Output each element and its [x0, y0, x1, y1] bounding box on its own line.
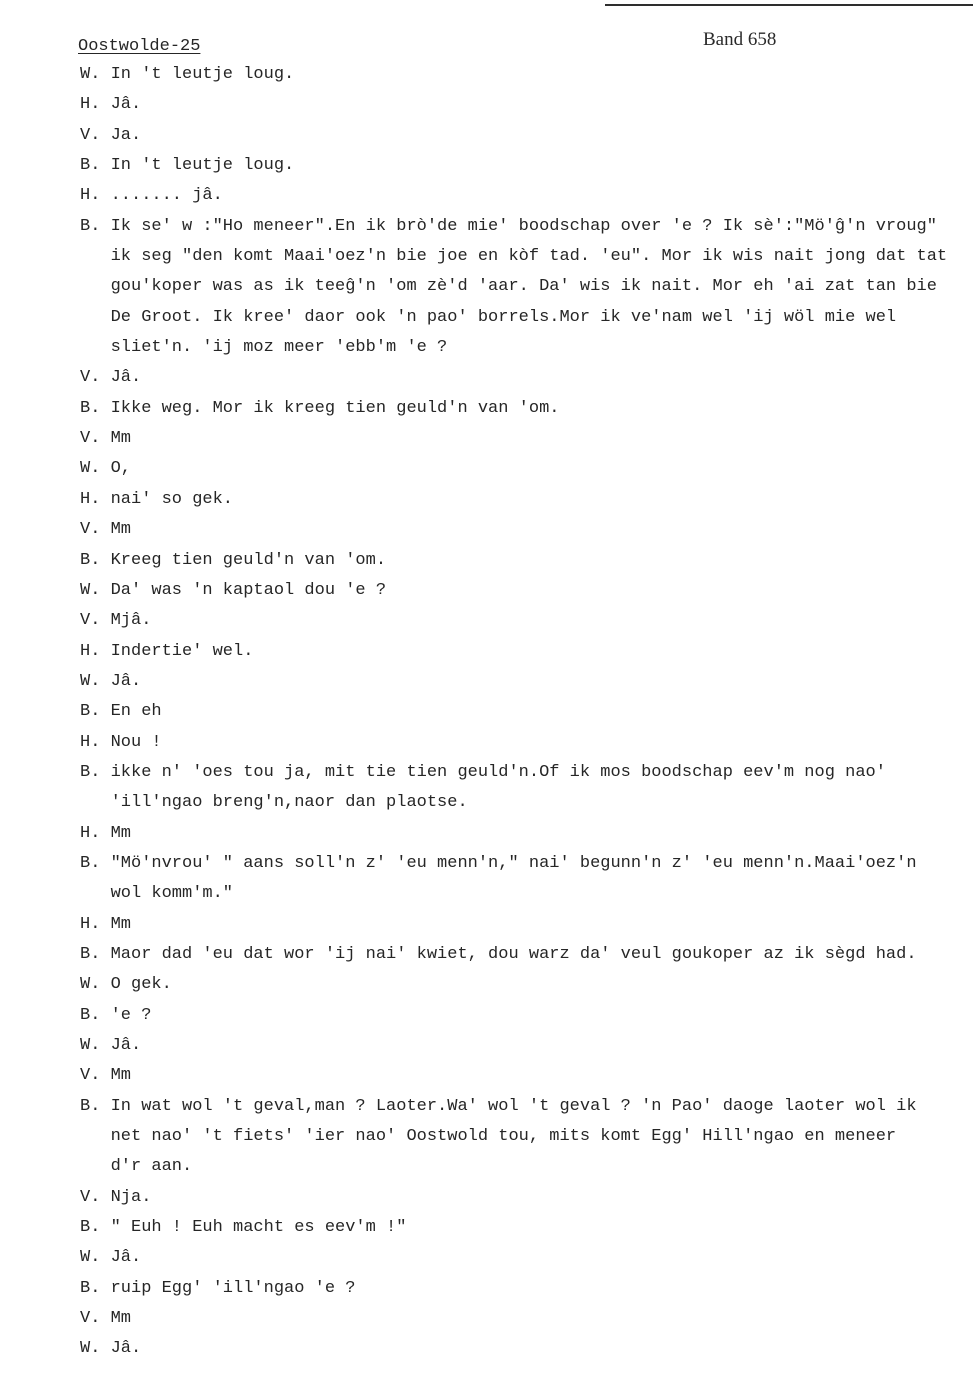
- speaker-label: H.: [80, 914, 101, 934]
- transcript-turn: [80, 454, 970, 484]
- transcript-line: [80, 454, 970, 484]
- speaker-label: H.: [80, 732, 101, 752]
- speaker-label: B.: [80, 1218, 101, 1238]
- transcript-line: [80, 1213, 970, 1243]
- utterance-text: Ik se' w :"Ho meneer".En ik brò'de mie' boodschap over 'e ? Ik sè':"Mö'ĝ'n vroug": [110, 216, 937, 236]
- transcript-line: [80, 1334, 970, 1364]
- utterance-text: O,: [110, 459, 131, 479]
- speaker-label: H.: [80, 186, 101, 206]
- transcript-turn: [80, 212, 970, 364]
- transcript-line: [80, 1183, 970, 1213]
- transcript-line: [80, 1304, 970, 1334]
- transcript-line: [80, 181, 970, 211]
- utterance-text: Mm: [110, 914, 131, 934]
- speaker-label: W.: [80, 671, 101, 691]
- transcript-continuation-line: wol komm'm.": [110, 884, 234, 904]
- transcript-line: [80, 546, 970, 576]
- utterance-text: Da' was 'n kaptaol dou 'e ?: [110, 580, 387, 600]
- utterance-text: Jâ.: [110, 1248, 142, 1268]
- transcript-line: [80, 1061, 970, 1091]
- utterance-text: Mm: [110, 429, 131, 449]
- speaker-label: B.: [80, 702, 101, 722]
- speaker-label: B.: [80, 398, 101, 418]
- document-title: Oostwolde-25: [78, 37, 201, 56]
- transcript-turn: [80, 849, 970, 910]
- transcript-continuation-line: ik seg "den komt Maai'oez'n bie joe en kòf tad. 'eu". Mor ik wis nait jong dat tat: [110, 247, 948, 267]
- transcript-turn: [80, 910, 970, 940]
- transcript-line: [80, 212, 970, 242]
- transcript-line: [80, 515, 970, 545]
- speaker-label: V.: [80, 125, 101, 145]
- transcript-turn: [80, 576, 970, 606]
- transcript-turn: [80, 1243, 970, 1273]
- transcript-turn: [80, 60, 970, 90]
- utterance-text: Nou !: [110, 732, 162, 752]
- utterance-text: Jâ.: [110, 671, 142, 691]
- transcript-turn: [80, 728, 970, 758]
- utterance-text: In 't leutje loug.: [110, 65, 295, 84]
- speaker-label: B.: [80, 156, 101, 176]
- transcript-turn: [80, 819, 970, 849]
- speaker-label: W.: [80, 1248, 101, 1268]
- transcript-turn: [80, 606, 970, 636]
- utterance-text: En eh: [110, 702, 162, 722]
- transcript-turn: [80, 546, 970, 576]
- transcript: [80, 60, 970, 1365]
- utterance-text: ruip Egg' 'ill'ngao 'e ?: [110, 1278, 356, 1298]
- transcript-line: [80, 485, 970, 515]
- utterance-text: Ja.: [110, 125, 142, 145]
- utterance-text: Jâ.: [110, 1339, 142, 1359]
- utterance-text: 'e ?: [110, 1005, 152, 1025]
- utterance-text: Mm: [110, 823, 131, 843]
- speaker-label: B.: [80, 216, 101, 236]
- utterance-text: In 't leutje loug.: [110, 156, 295, 176]
- speaker-label: B.: [80, 762, 101, 782]
- transcript-turn: [80, 1334, 970, 1364]
- utterance-text: In wat wol 't geval,man ? Laoter.Wa' wol 't geval ? 'n Pao' daoge laoter wol ik: [110, 1096, 917, 1116]
- transcript-turn: [80, 637, 970, 667]
- transcript-turn: [80, 121, 970, 151]
- transcript-line: [80, 60, 970, 90]
- transcript-line: [80, 1001, 970, 1031]
- speaker-label: B.: [80, 1278, 101, 1298]
- speaker-label: V.: [80, 429, 101, 449]
- top-edge-rule: [605, 4, 973, 6]
- speaker-label: V.: [80, 1187, 101, 1207]
- utterance-text: Nja.: [110, 1187, 152, 1207]
- transcript-line: [80, 728, 970, 758]
- transcript-turn: [80, 667, 970, 697]
- transcript-turn: [80, 1061, 970, 1091]
- band-number: Band 658: [703, 29, 777, 50]
- utterance-text: Mjâ.: [110, 611, 152, 631]
- speaker-label: H.: [80, 823, 101, 843]
- speaker-label: B.: [80, 1005, 101, 1025]
- transcript-turn: [80, 1213, 970, 1243]
- transcript-turn: [80, 1304, 970, 1334]
- utterance-text: Mm: [110, 1066, 131, 1086]
- utterance-text: Mm: [110, 1309, 131, 1329]
- transcript-continuation-line: 'ill'ngao breng'n,naor dan plaotse.: [110, 793, 468, 813]
- transcript-turn: [80, 1274, 970, 1304]
- transcript-turn: [80, 1001, 970, 1031]
- transcript-line: [80, 1092, 970, 1122]
- transcript-turn: [80, 151, 970, 181]
- utterance-text: "Mö'nvrou' " aans soll'n z' 'eu menn'n," nai' begunn'n z' 'eu menn'n.Maai'oez'n: [110, 853, 917, 873]
- transcript-turn: [80, 1031, 970, 1061]
- speaker-label: B.: [80, 853, 101, 873]
- transcript-line: [80, 151, 970, 181]
- transcript-line: [80, 121, 970, 151]
- speaker-label: W.: [80, 1339, 101, 1359]
- speaker-label: W.: [80, 65, 101, 84]
- transcript-line: [80, 394, 970, 424]
- transcript-line: [80, 606, 970, 636]
- transcript-turn: [80, 485, 970, 515]
- transcript-continuation-line: sliet'n. 'ij moz meer 'ebb'm 'e ?: [110, 338, 448, 358]
- transcript-turn: [80, 515, 970, 545]
- speaker-label: W.: [80, 1036, 101, 1055]
- utterance-text: Indertie' wel.: [110, 641, 254, 661]
- transcript-continuation-line: d'r aan.: [110, 1157, 193, 1177]
- transcript-continuation-line: net nao' 't fiets' 'ier nao' Oostwold tou, mits komt Egg' Hill'ngao en meneer: [110, 1127, 897, 1147]
- speaker-label: V.: [80, 368, 101, 388]
- utterance-text: Mm: [110, 520, 131, 540]
- utterance-text: Jâ.: [110, 1036, 142, 1055]
- transcript-line: [80, 940, 970, 970]
- transcript-line: [80, 576, 970, 606]
- transcript-turn: [80, 970, 970, 1000]
- transcript-line: [80, 819, 970, 849]
- utterance-text: ikke n' 'oes tou ja, mit tie tien geuld'n.Of ik mos boodschap eev'm nog nao': [110, 762, 886, 782]
- speaker-label: B.: [80, 1096, 101, 1116]
- transcript-line: [80, 910, 970, 940]
- transcript-line: [80, 90, 970, 120]
- transcript-turn: [80, 697, 970, 727]
- utterance-text: nai' so gek.: [110, 489, 234, 509]
- speaker-label: V.: [80, 611, 101, 631]
- speaker-label: B.: [80, 944, 101, 964]
- transcript-line: [80, 697, 970, 727]
- speaker-label: B.: [80, 550, 101, 570]
- transcript-turn: [80, 1183, 970, 1213]
- transcript-turn: [80, 758, 970, 819]
- transcript-continuation-line: De Groot. Ik kree' daor ook 'n pao' borrels.Mor ik ve'nam wel 'ij wöl mie wel: [110, 307, 897, 327]
- utterance-text: Maor dad 'eu dat wor 'ij nai' kwiet, dou warz da' veul goukoper az ik sègd had.: [110, 944, 917, 964]
- transcript-line: [80, 758, 970, 788]
- speaker-label: W.: [80, 975, 101, 995]
- utterance-text: Jâ.: [110, 95, 142, 115]
- transcript-line: [80, 849, 970, 879]
- speaker-label: W.: [80, 580, 101, 600]
- transcript-line: [80, 1274, 970, 1304]
- speaker-label: H.: [80, 489, 101, 509]
- utterance-text: " Euh ! Euh macht es eev'm !": [110, 1218, 407, 1238]
- transcript-turn: [80, 424, 970, 454]
- transcript-line: [80, 1243, 970, 1273]
- speaker-label: V.: [80, 1066, 101, 1086]
- transcript-continuation-line: gou'koper was as ik teeĝ'n 'om zè'd 'aar. Da' wis ik nait. Mor eh 'ai zat tan bie: [110, 277, 937, 297]
- transcript-line: [80, 1031, 970, 1061]
- utterance-text: Ikke weg. Mor ik kreeg tien geuld'n van 'om.: [110, 398, 560, 418]
- transcript-turn: [80, 394, 970, 424]
- utterance-text: Jâ.: [110, 368, 142, 388]
- speaker-label: V.: [80, 1309, 101, 1329]
- speaker-label: H.: [80, 641, 101, 661]
- utterance-text: Kreeg tien geuld'n van 'om.: [110, 550, 387, 570]
- transcript-turn: [80, 90, 970, 120]
- transcript-turn: [80, 363, 970, 393]
- transcript-line: [80, 424, 970, 454]
- transcript-line: [80, 970, 970, 1000]
- speaker-label: H.: [80, 95, 101, 115]
- utterance-text: O gek.: [110, 975, 172, 995]
- transcript-line: [80, 667, 970, 697]
- transcript-line: [80, 637, 970, 667]
- transcript-turn: [80, 940, 970, 970]
- utterance-text: ....... jâ.: [110, 186, 223, 206]
- transcript-turn: [80, 181, 970, 211]
- speaker-label: W.: [80, 459, 101, 479]
- transcript-turn: [80, 1092, 970, 1183]
- speaker-label: V.: [80, 520, 101, 540]
- transcript-line: [80, 363, 970, 393]
